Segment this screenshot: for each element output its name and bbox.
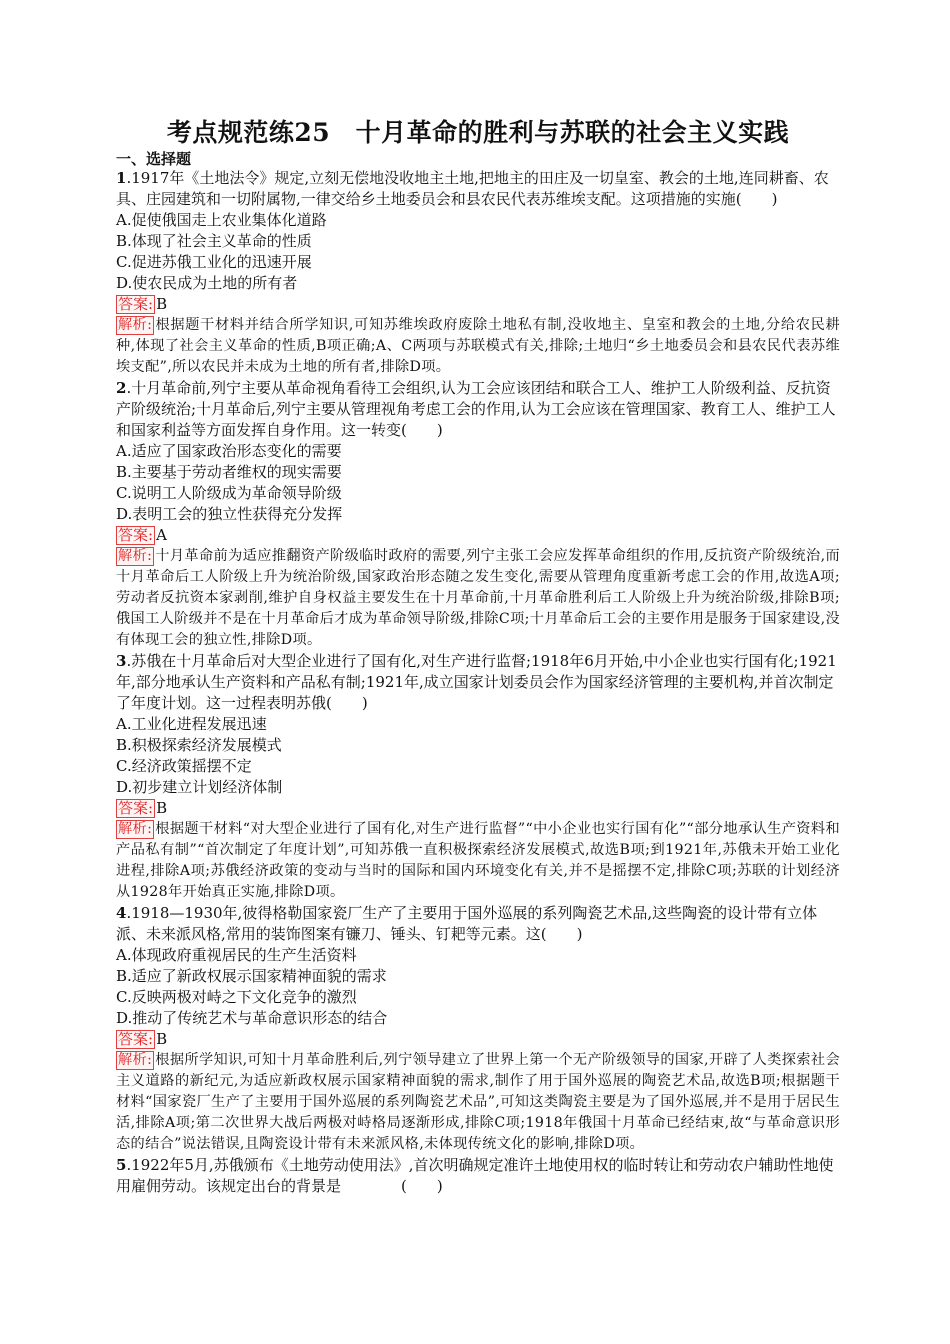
explanation-text: 十月革命前为适应推翻资产阶级临时政府的需要,列宁主张工会应发挥革命组织的作用,反抗资产阶级统治,而十月革命后工人阶级上升为统治阶级,国家政治形态随之发生变化,需要从管理角度重新考虑工会的作用,故选A项;劳动者反抗资本家剥削,维护自身权益主要发生在十月革命前,十月革命胜利后工人阶级上升为统治阶级,排除B项;俄国工人阶级并不是在十月革命后才成为革命领导阶级,排除C项;十月革命后工会的主要作用是服务于国家建设,没有体现工会的独立性,排除D项。 (116, 548, 840, 648)
option-b: B.体现了社会主义革命的性质 (116, 232, 312, 250)
option-b: B.主要基于劳动者维权的现实需要 (116, 463, 342, 481)
option-a: A.体现政府重视居民的生产生活资料 (116, 946, 357, 964)
answer-line (116, 1029, 840, 1050)
question-number: 3 (116, 652, 127, 670)
option-c: C.反映两极对峙之下文化竞争的激烈 (116, 988, 357, 1006)
option-b: B.适应了新政权展示国家精神面貌的需求 (116, 967, 387, 985)
option-b: B.积极探索经济发展模式 (116, 736, 282, 754)
question-stem (116, 651, 840, 714)
question-text: .1922年5月,苏俄颁布《土地劳动使用法》,首次明确规定准许土地使用权的临时转让和劳动农户辅助性地使用雇佣劳动。该规定出台的背景是 ( ) (116, 1156, 834, 1195)
question-3 (116, 651, 840, 903)
explanation-tag: 解析: (118, 317, 153, 333)
question-stem (116, 378, 840, 441)
answer-line (116, 294, 840, 315)
question-number: 1 (116, 169, 127, 187)
question-text: .十月革命前,列宁主要从革命视角看待工会组织,认为工会应该团结和联合工人、维护工人阶级利益、反抗资产阶级统治;十月革命后,列宁主要从管理视角考虑工会的作用,认为工会应该在管理国家、教育工人、维护工人和国家利益等方面发挥自身作用。这一转变( ) (116, 379, 836, 439)
option-d: D.使农民成为土地的所有者 (116, 274, 298, 292)
explanation-text: 根据所学知识,可知十月革命胜利后,列宁领导建立了世界上第一个无产阶级领导的国家,开辟了人类探索社会主义道路的新纪元,为适应新政权展示国家精神面貌的需求,制作了用于国外巡展的陶瓷艺术品,故选B项;根据题干材料“国家瓷厂生产了主要用于国外巡展的系列陶瓷艺术品”,可知这类陶瓷主要是为了国外巡展,并不是用于居民生活,排除A项;第二次世界大战后两极对峙格局逐渐形成,排除C项;1918年俄国十月革命已经结束,故“与革命意识形态的结合”说法错误,且陶瓷设计带有未来派风格,未体现传统文化的影响,排除D项。 (116, 1052, 840, 1152)
explanation (116, 819, 840, 903)
option-c: C.说明工人阶级成为革命领导阶级 (116, 484, 342, 502)
question-number: 2 (116, 379, 127, 397)
question-4 (116, 903, 840, 1155)
question-text: .1917年《土地法令》规定,立刻无偿地没收地主土地,把地主的田庄及一切皇室、教会的土地,连同耕畜、农具、庄园建筑和一切附属物,一律交给乡土地委员会和县农民代表苏维埃支配。这项措施的实施( ) (116, 169, 829, 208)
option-d: D.初步建立计划经济体制 (116, 778, 283, 796)
question-number: 4 (116, 904, 127, 922)
answer-tag: 答案: (118, 1030, 154, 1048)
option-d: D.推动了传统艺术与革命意识形态的结合 (116, 1009, 388, 1027)
option-d: D.表明工会的独立性获得充分发挥 (116, 505, 343, 523)
explanation (116, 546, 840, 651)
answer-line (116, 525, 840, 546)
explanation-tag: 解析: (118, 821, 153, 837)
explanation-text: 根据题干材料“对大型企业进行了国有化,对生产进行监督”“中小企业也实行国有化”“部分地承认生产资料和产品私有制”“首次制定了年度计划”,可知苏俄一直积极探索经济发展模式,故选B项;到1921年,苏俄未开始工业化进程,排除A项;苏俄经济政策的变动与当时的国际和国内环境变化有关,并不是摇摆不定,排除C项;苏联的计划经济从1928年开始真正实施,排除D项。 (116, 821, 840, 900)
question-number: 5 (116, 1156, 127, 1174)
page-title: 考点规范练25 十月革命的胜利与苏联的社会主义实践 (166, 118, 790, 147)
question-stem (116, 903, 840, 945)
section-heading: 一、选择题 (116, 150, 192, 168)
answer-value: B (156, 799, 168, 817)
explanation-tag: 解析: (118, 548, 153, 564)
option-a: A.适应了国家政治形态变化的需要 (116, 442, 342, 460)
question-stem (116, 1155, 840, 1197)
option-a: A.工业化进程发展迅速 (116, 715, 267, 733)
question-5 (116, 1155, 840, 1197)
question-text: .苏俄在十月革命后对大型企业进行了国有化,对生产进行监督;1918年6月开始,中小企业也实行国有化;1921年,部分地承认生产资料和产品私有制;1921年,成立国家计划委员会作为国家经济管理的主要机构,并首次制定了年度计划。这一过程表明苏俄( ) (116, 652, 837, 712)
answer-tag: 答案: (118, 799, 154, 817)
explanation-tag: 解析: (118, 1052, 153, 1068)
answer-line (116, 798, 840, 819)
explanation (116, 315, 840, 378)
question-1 (116, 168, 840, 378)
question-2 (116, 378, 840, 651)
question-text: .1918—1930年,彼得格勒国家瓷厂生产了主要用于国外巡展的系列陶瓷艺术品,这些陶瓷的设计带有立体派、未来派风格,常用的装饰图案有镰刀、锤头、钉耙等元素。这( ) (116, 904, 818, 943)
option-c: C.促进苏俄工业化的迅速开展 (116, 253, 312, 271)
option-a: A.促使俄国走上农业集体化道路 (116, 211, 327, 229)
question-stem (116, 168, 840, 210)
answer-value: B (156, 1030, 168, 1048)
answer-value: B (156, 295, 168, 313)
explanation-text: 根据题干材料并结合所学知识,可知苏维埃政府废除土地私有制,没收地主、皇室和教会的土地,分给农民耕种,体现了社会主义革命的性质,B项正确;A、C两项与苏联模式有关,排除;土地归“乡土地委员会和县农民代表苏维埃支配”,所以农民并未成为土地的所有者,排除D项。 (116, 317, 840, 375)
document-page (116, 118, 840, 1197)
answer-tag: 答案: (118, 526, 154, 544)
explanation (116, 1050, 840, 1155)
answer-value: A (156, 526, 167, 544)
option-c: C.经济政策摇摆不定 (116, 757, 252, 775)
answer-tag: 答案: (118, 295, 154, 313)
